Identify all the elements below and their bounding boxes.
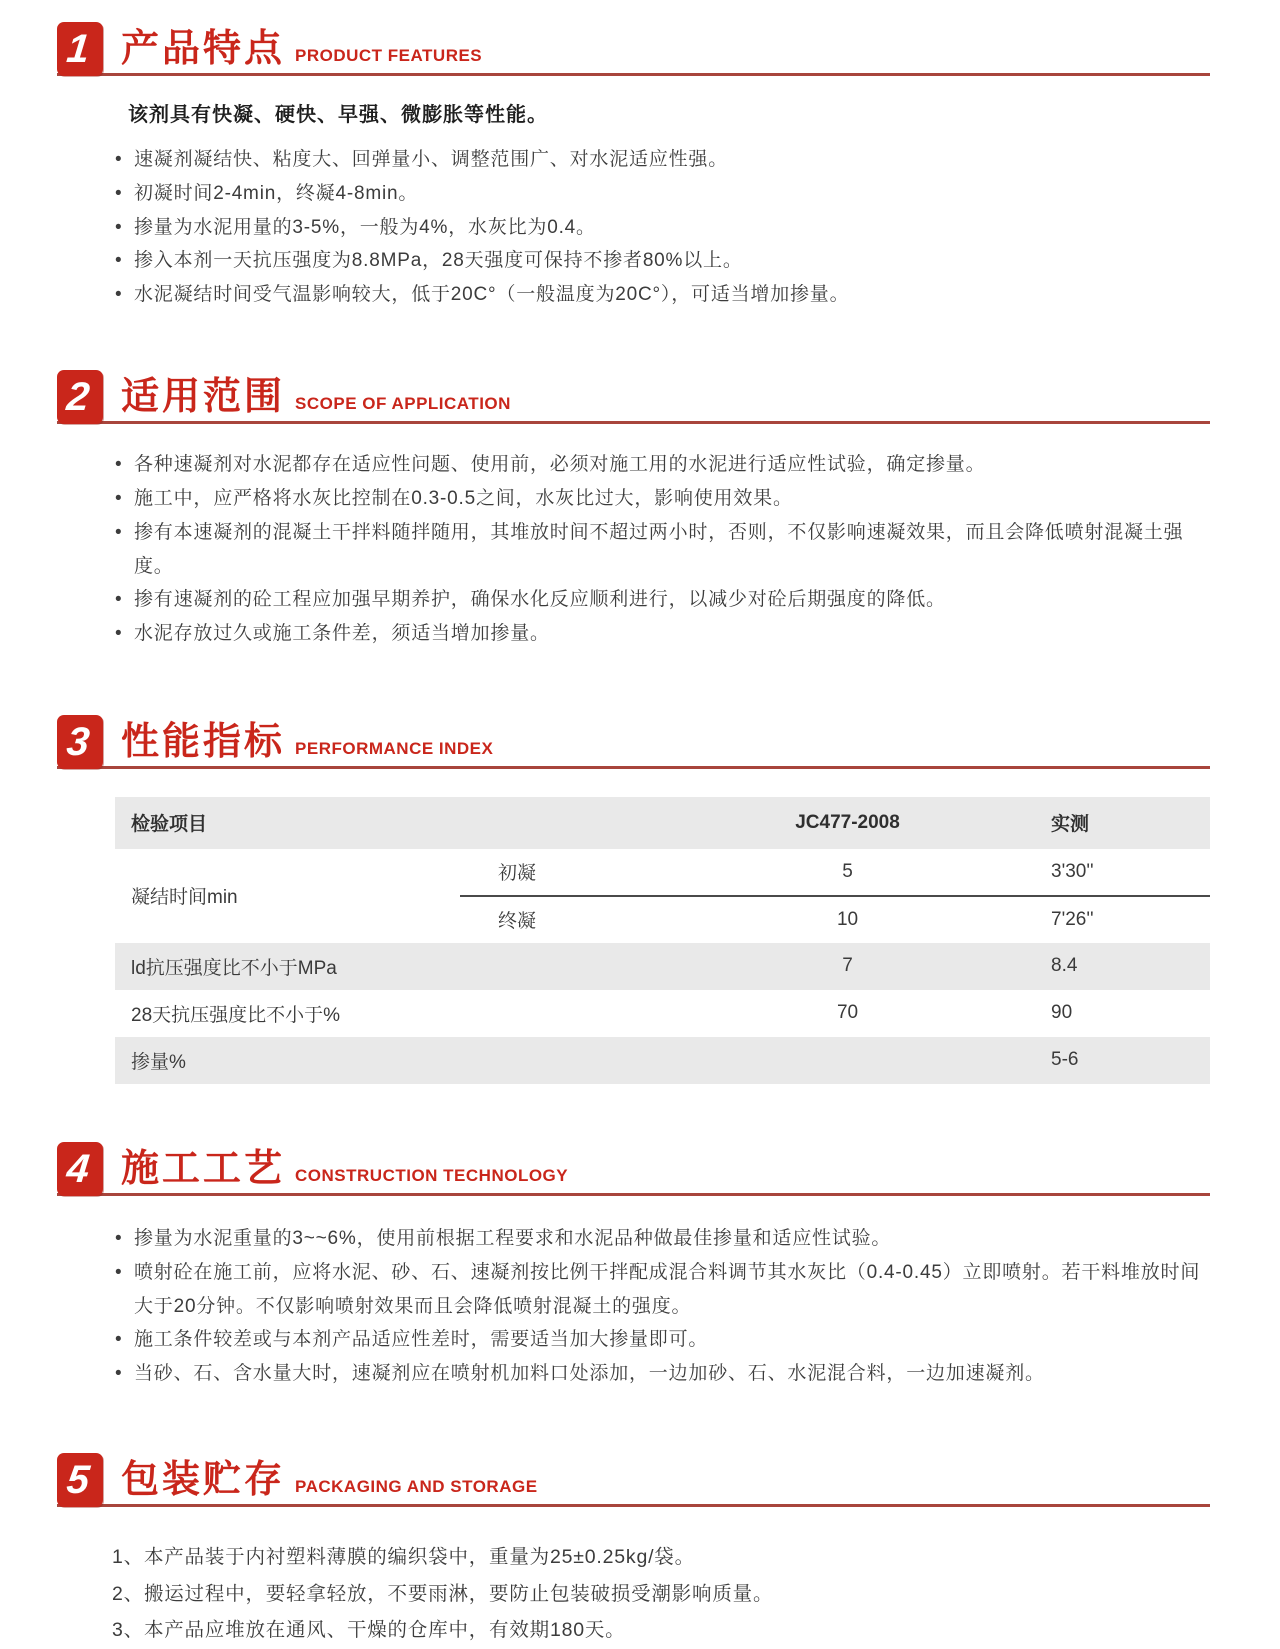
section-title-en: CONSTRUCTION TECHNOLOGY — [295, 1165, 569, 1185]
list-item: 2、搬运过程中，要轻拿轻放，不要雨淋，要防止包装破损受潮影响质量。 — [112, 1582, 774, 1605]
cell-measured: 5-6 — [1035, 1037, 1210, 1084]
section-number-badge — [57, 1453, 103, 1507]
section-number: 5 — [64, 1458, 92, 1502]
list-item: • 水泥存放过久或施工条件差，须适当增加掺量。 — [113, 617, 1210, 651]
section-number: 3 — [64, 719, 92, 764]
list-item: • 施工中，应严格将水灰比控制在0.3-0.5之间，水灰比过大，影响使用效果。 — [113, 482, 1210, 516]
table-row — [115, 849, 1210, 896]
section-title-en: PERFORMANCE INDEX — [295, 738, 494, 758]
cell-standard: 10 — [660, 896, 1035, 943]
section-header — [57, 715, 1210, 769]
cell-label: 掺量% — [115, 1037, 660, 1084]
col-header-measured: 实测 — [1035, 797, 1210, 849]
list-item: • 当砂、石、含水量大时，速凝剂应在喷射机加料口处添加，一边加砂、石、水泥混合料，一边加速凝剂。 — [113, 1357, 1210, 1391]
table-row — [115, 943, 1210, 990]
list-item: • 水泥凝结时间受气温影响较大，低于20C°（一般温度为20C°），可适当增加掺量。 — [113, 278, 1210, 312]
cell-sub-name: 初凝 — [498, 863, 537, 885]
section-product-features — [0, 22, 1280, 312]
construction-bullet-list — [113, 1222, 1210, 1391]
list-item: • 各种速凝剂对水泥都存在适应性问题、使用前，必须对施工用的水泥进行适应性试验，确定掺量。 — [113, 448, 1210, 482]
cell-group-label: 凝结时间min — [131, 887, 238, 909]
section-number-badge — [57, 370, 103, 424]
list-item: • 初凝时间2-4min，终凝4-8min。 — [113, 177, 1210, 211]
section-title-cn: 包装贮存 — [121, 1459, 286, 1501]
list-item: • 掺入本剂一天抗压强度为8.8MPa，28天强度可保持不掺者80%以上。 — [113, 244, 1210, 278]
cell-measured: 8.4 — [1035, 943, 1210, 990]
section-title-cn: 性能指标 — [121, 720, 286, 763]
cell-standard: 70 — [836, 1002, 859, 1024]
section-header — [57, 1142, 1210, 1196]
features-bullet-list — [113, 143, 1210, 312]
section-construction-technology — [0, 1142, 1280, 1391]
col-header-test-item: 检验项目 — [115, 797, 660, 849]
list-item: • 掺量为水泥用量的3-5%，一般为4%，水灰比为0.4。 — [113, 211, 1210, 245]
section-header — [57, 1453, 1210, 1507]
cell-label: ld抗压强度比不小于MPa — [115, 943, 660, 990]
section-title-cn: 施工工艺 — [121, 1147, 286, 1190]
section-number: 4 — [64, 1146, 92, 1191]
section-header — [57, 370, 1210, 424]
performance-table — [115, 797, 1210, 1084]
cell-standard: 5 — [842, 860, 853, 882]
list-item: • 掺有本速凝剂的混凝土干拌料随拌随用，其堆放时间不超过两小时，否则，不仅影响速凝效果，而且会降低喷射混凝土强度。 — [113, 516, 1210, 584]
section-packaging-and-storage — [0, 1453, 1280, 1649]
section-number: 1 — [64, 27, 92, 71]
section-title-en: SCOPE OF APPLICATION — [295, 394, 511, 414]
scope-bullet-list — [113, 448, 1210, 651]
cell-standard — [660, 1037, 1035, 1084]
table-header-row — [115, 797, 1210, 849]
section-performance-index — [0, 715, 1280, 1084]
cell-sub-name: 终凝 — [460, 896, 660, 943]
section-number-badge — [57, 715, 103, 769]
list-item: • 喷射砼在施工前，应将水泥、砂、石、速凝剂按比例干拌配成混合料调节其水灰比（0.4-0.45）立即喷射。若干料堆放时间大于20分钟。不仅影响喷射效果而且会降低喷射混凝土的强度。 — [113, 1256, 1210, 1324]
cell-standard: 7 — [660, 943, 1035, 990]
table-row — [115, 1037, 1210, 1084]
list-item: • 速凝剂凝结快、粘度大、回弹量小、调整范围广、对水泥适应性强。 — [113, 143, 1210, 177]
col-header-standard: JC477-2008 — [660, 797, 1035, 849]
section-title-cn: 适用范围 — [121, 376, 286, 419]
section-title-en: PRODUCT FEATURES — [295, 46, 483, 65]
cell-measured: 90 — [1051, 1002, 1073, 1024]
section-header — [57, 22, 1210, 76]
list-item: 3、本产品应堆放在通风、干燥的仓库中，有效期180天。 — [112, 1619, 626, 1642]
section-title-en: PACKAGING AND STORAGE — [295, 1477, 538, 1496]
features-intro: 该剂具有快凝、硬快、早强、微膨胀等性能。 — [128, 104, 548, 126]
cell-measured: 3'30'' — [1051, 860, 1094, 882]
list-item: • 掺量为水泥重量的3~~6%，使用前根据工程要求和水泥品种做最佳掺量和适应性试验。 — [113, 1222, 1210, 1256]
storage-list — [112, 1539, 1210, 1649]
section-scope-of-application — [0, 370, 1280, 651]
table-row — [115, 990, 1210, 1037]
cell-measured: 7'26'' — [1035, 896, 1210, 943]
list-item: • 施工条件较差或与本剂产品适应性差时，需要适当加大掺量即可。 — [113, 1323, 1210, 1357]
list-item: 1、本产品装于内衬塑料薄膜的编织袋中，重量为25±0.25kg/袋。 — [112, 1546, 695, 1568]
section-title-cn: 产品特点 — [121, 28, 286, 70]
cell-label: 28天抗压强度比不小于% — [131, 1004, 341, 1026]
section-number-badge — [57, 1142, 103, 1196]
list-item: • 掺有速凝剂的砼工程应加强早期养护，确保水化反应顺利进行，以减少对砼后期强度的降低。 — [113, 583, 1210, 617]
section-number: 2 — [64, 375, 92, 420]
section-number-badge — [57, 22, 103, 76]
